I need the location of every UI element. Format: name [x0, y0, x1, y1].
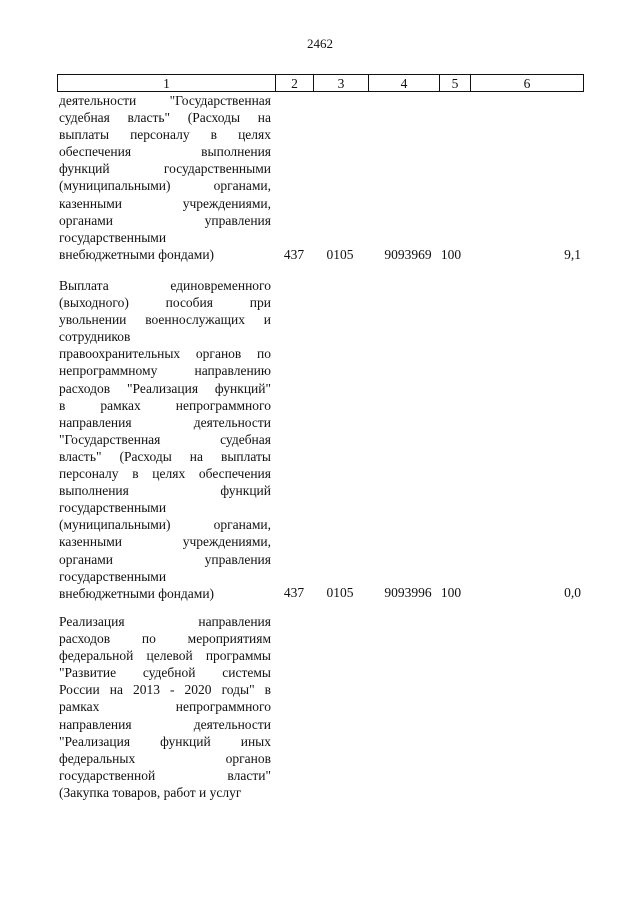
column-header-1: 1	[58, 75, 276, 92]
column-header-2: 2	[276, 75, 314, 92]
text-line: рамках непрограммного	[59, 699, 271, 715]
text-line: судебная власть" (Расходы на	[59, 110, 271, 126]
text-line: государственными	[59, 500, 167, 516]
cell-vr: 100	[440, 585, 462, 600]
text-line: "Развитие судебной системы	[59, 665, 271, 681]
cell-vr: 100	[440, 247, 462, 262]
table-row	[57, 277, 584, 607]
text-line: федеральной целевой программы	[59, 648, 271, 664]
table-row	[57, 613, 584, 813]
row-description	[59, 277, 271, 602]
text-line: расходов по мероприятиям	[59, 631, 271, 647]
text-line: (муниципальными) органами,	[59, 517, 271, 533]
text-line: непрограммному направлению	[59, 363, 271, 379]
text-line: расходов "Реализация функций"	[59, 380, 271, 396]
text-line: в рамках непрограммного	[59, 397, 271, 413]
cell-sum: 9,1	[564, 247, 581, 262]
row-description	[59, 613, 271, 801]
text-line: власть" (Расходы на выплаты	[59, 448, 271, 464]
text-line: органами управления	[59, 212, 271, 228]
cell-sum: 0,0	[564, 585, 581, 600]
cell-rz-pr: 0105	[326, 247, 354, 262]
text-line: (муниципальными) органами,	[59, 178, 271, 194]
cell-ved: 437	[283, 585, 305, 600]
text-line: органами управления	[59, 551, 271, 567]
text-line: персоналу в целях обеспечения	[59, 466, 271, 482]
text-line: выполнения функций	[59, 483, 271, 499]
column-header-3: 3	[314, 75, 369, 92]
column-header-6: 6	[471, 75, 584, 92]
text-line: выплаты персоналу в целях	[59, 127, 271, 143]
text-line: сотрудников	[59, 329, 131, 345]
text-line: направления деятельности	[59, 716, 271, 732]
text-line: увольнении военнослужащих и	[59, 312, 271, 328]
text-line: (Закупка товаров, работ и услуг	[59, 784, 242, 800]
page-number: 2462	[307, 36, 333, 51]
text-line: (выходного) пособия при	[59, 295, 271, 311]
text-line: государственной власти"	[59, 767, 271, 783]
table-column-header	[57, 74, 584, 92]
row-description	[59, 92, 271, 263]
text-line: направления деятельности	[59, 414, 271, 430]
cell-csr: 9093996	[384, 585, 432, 600]
cell-ved: 437	[283, 247, 305, 262]
text-line: функций государственными	[59, 161, 271, 177]
text-line: внебюджетными фондами)	[59, 246, 215, 262]
text-line: "Реализация функций иных	[59, 733, 271, 749]
cell-csr: 9093969	[384, 247, 432, 262]
text-line: правоохранительных органов по	[59, 346, 271, 362]
cell-rz-pr: 0105	[326, 585, 354, 600]
text-line: деятельности "Государственная	[59, 93, 271, 108]
text-line: федеральных органов	[59, 750, 271, 766]
text-line: государственными	[59, 229, 167, 245]
column-header-4: 4	[369, 75, 440, 92]
text-line: казенными учреждениями,	[59, 534, 271, 550]
text-line: "Государственная судебная	[59, 431, 271, 447]
text-line: обеспечения выполнения	[59, 144, 271, 160]
text-line: государственными	[59, 568, 167, 584]
text-line: Выплата единовременного	[59, 278, 271, 293]
text-line: России на 2013 - 2020 годы" в	[59, 682, 271, 698]
text-line: казенными учреждениями,	[59, 195, 271, 211]
table-row	[57, 92, 584, 272]
text-line: Реализация направления	[59, 614, 271, 629]
column-header-5: 5	[440, 75, 471, 92]
text-line: внебюджетными фондами)	[59, 585, 215, 601]
